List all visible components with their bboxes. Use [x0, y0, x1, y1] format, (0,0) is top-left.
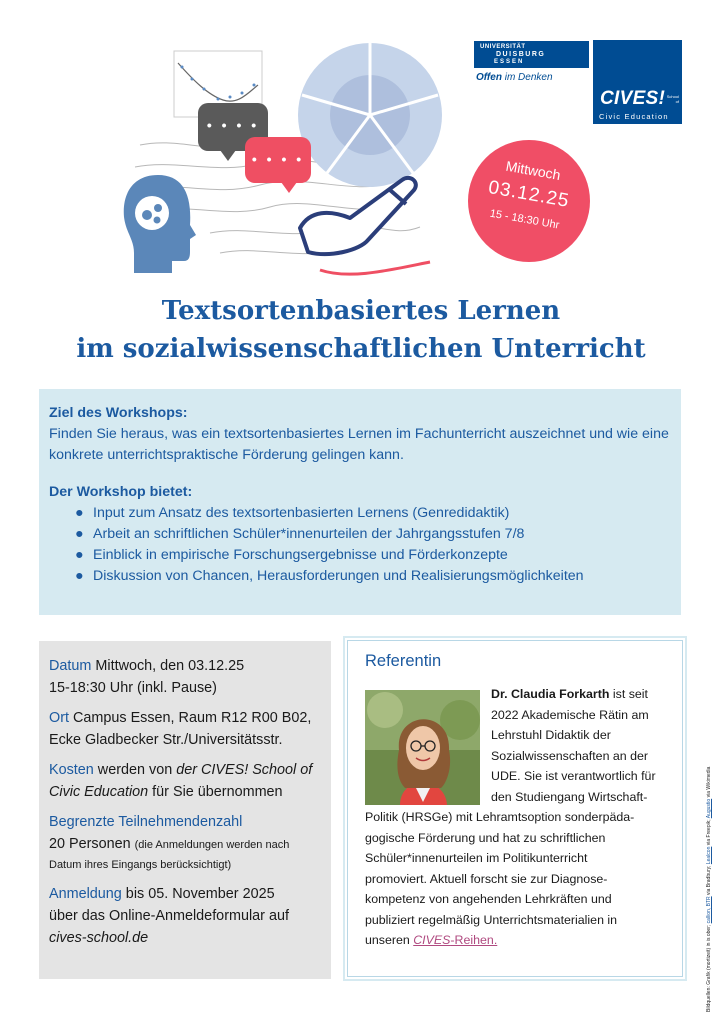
page-title	[0, 292, 722, 368]
bio-line: gogische Förderung und hat zu schriftlichen	[365, 830, 606, 845]
registration-value: bis 05. November 2025	[121, 886, 275, 902]
registration-label: Anmeldung	[49, 886, 122, 902]
offer-item-text: Diskussion von Chancen, Herausforderungen und Realisierungsmöglichkeiten	[93, 568, 584, 584]
image-credits	[706, 682, 712, 1012]
place-block	[49, 707, 321, 751]
bio-line: Politik (HRSGe) mit Lehramtsoption sonderpäda-	[365, 810, 635, 824]
university-logo	[474, 41, 589, 68]
offer-heading: Der Workshop bietet:	[49, 484, 193, 500]
title-line-2: im sozialwissenschaftlichen Unterricht	[76, 334, 646, 364]
cost-label: Kosten	[49, 762, 94, 778]
list-item	[49, 503, 671, 524]
bio-last-prefix: unseren	[365, 933, 414, 947]
credit-text-4: via Wikimedia	[706, 766, 712, 799]
place-label: Ort	[49, 710, 69, 726]
bio-text: ist seit	[609, 687, 648, 701]
cost-block	[49, 759, 321, 803]
credit-link-2[interactable]: Lealcon	[706, 846, 712, 865]
offer-item-text: Einblick in empirische Forschungsergebnisse und Förderkonzepte	[93, 547, 508, 563]
place-value: Campus Essen, Raum R12 R00 B02,	[68, 710, 312, 726]
slogan-bold: Offen	[476, 72, 502, 83]
bio-line: 2022 Akademische Rätin am	[491, 707, 649, 722]
bio-line: UDE. Sie ist verantwortlich für	[491, 769, 656, 783]
list-item	[49, 524, 671, 545]
offer-item-text: Arbeit an schriftlichen Schüler*innenurteilen der Jahrgangsstufen 7/8	[93, 526, 525, 542]
bio-line: publiziert regelmäßig Unterrichtsmaterialien in	[365, 912, 618, 927]
limit-note-1: (die Anmeldungen werden nach	[134, 839, 290, 851]
title-line-1: Textsortenbasiertes Lernen	[161, 296, 561, 326]
date-label: Datum	[49, 658, 92, 674]
badge-date: 03.12.25	[486, 177, 572, 212]
bio-line: promoviert. Aktuell forscht sie zur Diagnose-	[365, 871, 608, 886]
university-slogan	[476, 72, 553, 83]
cives-logo-civic: Civic Education	[599, 112, 669, 121]
registration-block	[49, 883, 321, 949]
bio-line: Sozialwissenschaften an der	[491, 748, 649, 763]
head-gears-icon	[120, 173, 198, 275]
bio-line: Lehrstuhl Didaktik der	[491, 728, 611, 742]
goal-heading: Ziel des Workshops:	[49, 405, 188, 421]
badge-day: Mittwoch	[504, 157, 562, 184]
credit-text-3: via Freepik;	[706, 818, 712, 847]
cost-text-2: für Sie übernommen	[148, 784, 283, 800]
bio-line	[365, 684, 677, 705]
ude-logo-line3: ESSEN	[494, 59, 525, 65]
speech-bubble-icon: • • • •	[198, 103, 268, 151]
credit-link-1[interactable]: callion, BTR	[706, 896, 712, 924]
badge-time: 15 - 18:30 Uhr	[488, 207, 561, 232]
cives-logo	[593, 40, 682, 124]
place-value-2: Ecke Gladbecker Str./Universitätsstr.	[49, 732, 283, 748]
offer-item-text: Input zum Ansatz des textsortenbasierten Lernens (Genredidaktik)	[93, 505, 510, 521]
bio-line: Schüler*innenurteilen im Politikunterricht	[365, 851, 588, 865]
registration-value-2: über das Online-Anmeldeformular auf	[49, 908, 289, 924]
cives-series-link-rest[interactable]: -Reihen.	[450, 933, 498, 947]
list-item	[49, 566, 671, 587]
ude-logo-line2: DUISBURG	[496, 51, 546, 58]
cost-italic-1: der CIVES! School of	[176, 762, 313, 778]
bullet-icon: ●	[75, 526, 84, 542]
date-block	[49, 655, 321, 699]
cost-italic-2: Civic Education	[49, 784, 149, 800]
cives-logo-name: CIVES!	[600, 88, 666, 109]
credit-text-2: via Bradbury;	[706, 864, 712, 897]
list-item	[49, 545, 671, 566]
bio-line	[365, 930, 677, 951]
cost-text-1: werden von	[93, 762, 177, 778]
speaker-bio	[365, 684, 677, 951]
speaker-heading: Referentin	[365, 652, 442, 670]
workshop-goal-box	[39, 389, 681, 615]
goal-text: Finden Sie heraus, was ein textsortenbasiertes Lernen im Fachunterricht auszeichnet und wie eine konkrete unterrichtspraktische Förderung gelingen kann.	[49, 426, 669, 463]
speaker-box	[343, 636, 687, 981]
cycle-diagram-icon	[295, 40, 445, 190]
writing-hand-icon	[290, 170, 440, 280]
bullet-icon: ●	[75, 547, 84, 563]
limit-block	[49, 811, 321, 875]
speech-bubble-icon: • • • •	[245, 137, 311, 183]
limit-label: Begrenzte Teilnehmendenzahl	[49, 814, 243, 830]
event-info-box	[39, 641, 331, 979]
date-badge	[468, 140, 590, 262]
bullet-icon: ●	[75, 505, 84, 521]
registration-site-link[interactable]: cives-school.de	[49, 930, 149, 946]
credit-link-3[interactable]: Augustio	[706, 798, 712, 819]
cives-series-link[interactable]: CIVES	[413, 933, 451, 947]
ude-logo-line1: UNIVERSITÄT	[480, 44, 526, 50]
date-value: Mittwoch, den 03.12.25	[91, 658, 245, 674]
speaker-name: Dr. Claudia Forkarth	[491, 687, 610, 701]
header-illustration	[110, 35, 470, 280]
bio-line: den Studiengang Wirtschaft-	[491, 789, 648, 804]
bio-line: kompetenz von angehenden Lehrkräften und	[365, 892, 612, 906]
slogan-rest: im Denken	[501, 72, 553, 83]
time-value: 15-18:30 Uhr (inkl. Pause)	[49, 680, 217, 696]
limit-note-2: Datum ihres Eingangs berücksichtigt)	[49, 859, 232, 871]
limit-value: 20 Personen	[49, 836, 135, 852]
offer-list	[49, 503, 671, 587]
bullet-icon: ●	[75, 568, 84, 584]
cives-logo-school: School of	[666, 94, 679, 104]
credit-text-1: Bildquellen: Grafik (mortizeit) in is ober;	[706, 923, 712, 1012]
